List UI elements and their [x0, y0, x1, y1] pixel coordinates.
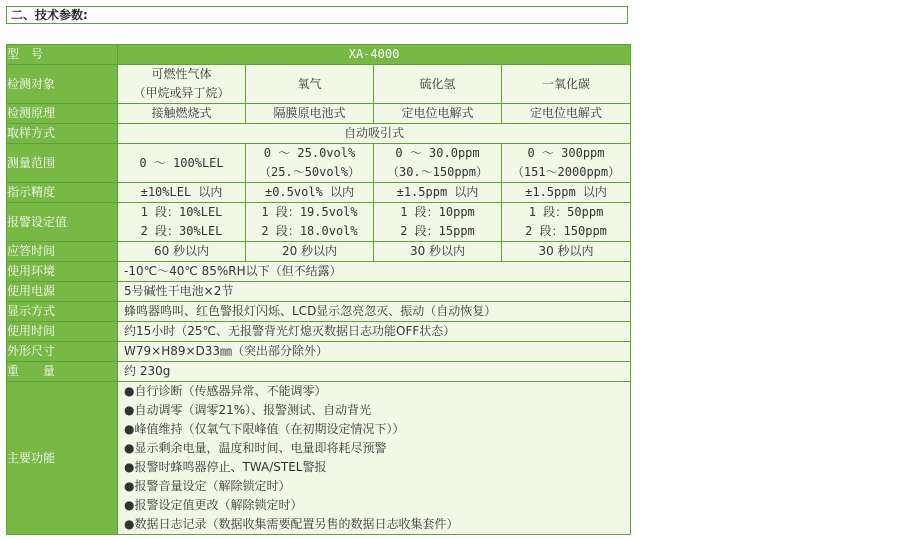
target-name: 一氧化碳 — [542, 76, 591, 91]
row-sampling — [7, 124, 631, 144]
target-name: 氧气 — [297, 76, 322, 91]
row-power — [7, 282, 631, 302]
range-cell — [374, 144, 502, 183]
principle-cell: 接触燃烧式 — [118, 104, 246, 124]
alarm-cell — [502, 203, 631, 242]
alarm-stage-1: 1 段：10ppm — [400, 205, 475, 219]
range-main: 0 ～ 30.0ppm — [395, 146, 480, 160]
accuracy-cell: ±10%LEL 以内 — [118, 183, 246, 203]
alarm-stage-2: 2 段：18.0vol% — [261, 224, 358, 238]
feature-item: ●数据日志记录（数据收集需要配置另售的数据日志收集套件） — [124, 517, 459, 531]
row-response — [7, 242, 631, 262]
principle-cell: 定电位电解式 — [502, 104, 631, 124]
alarm-cell — [374, 203, 502, 242]
response-cell: 30 秒以内 — [502, 242, 631, 262]
range-main: 0 ～ 100%LEL — [139, 155, 224, 170]
target-cell — [118, 65, 246, 104]
alarm-stage-1: 1 段：19.5vol% — [261, 205, 358, 219]
power-value: 5号碱性干电池×2节 — [118, 282, 631, 302]
range-main: 0 ～ 300ppm — [527, 146, 605, 160]
spec-table — [6, 44, 631, 535]
alarm-cell — [246, 203, 374, 242]
response-cell: 20 秒以内 — [246, 242, 374, 262]
principle-cell: 定电位电解式 — [374, 104, 502, 124]
sampling-value: 自动吸引式 — [118, 124, 631, 144]
row-model — [7, 45, 631, 65]
row-weight — [7, 362, 631, 382]
target-note: （甲烷或异丁烷） — [133, 86, 230, 100]
feature-item: ●峰值维持（仅氧气下限峰值（在初期设定情况下）） — [124, 422, 405, 436]
label-principle: 检测原理 — [7, 104, 118, 124]
range-extended: （30.～150ppm） — [386, 165, 489, 179]
accuracy-cell: ±1.5ppm 以内 — [502, 183, 631, 203]
alarm-cell — [118, 203, 246, 242]
feature-item: ●报警音量设定（解除锁定时） — [124, 479, 291, 493]
row-environment — [7, 262, 631, 282]
label-sampling: 取样方式 — [7, 124, 118, 144]
label-power: 使用电源 — [7, 282, 118, 302]
response-cell: 30 秒以内 — [374, 242, 502, 262]
label-alarm: 报警设定值 — [7, 203, 118, 242]
row-range — [7, 144, 631, 183]
label-dimensions: 外形尺寸 — [7, 342, 118, 362]
label-features: 主要功能 — [7, 382, 118, 535]
alarm-stage-1: 1 段：10%LEL — [140, 205, 223, 219]
range-main: 0 ～ 25.0vol% — [263, 146, 356, 160]
usage-time-value: 约15小时（25℃、无报警背光灯熄灭数据日志功能OFF状态） — [118, 322, 631, 342]
label-accuracy: 指示精度 — [7, 183, 118, 203]
row-accuracy — [7, 183, 631, 203]
target-cell — [374, 65, 502, 104]
principle-cell: 隔膜原电池式 — [246, 104, 374, 124]
range-cell — [502, 144, 631, 183]
section-title: 二、技术参数: — [6, 6, 628, 24]
target-name: 硫化氢 — [419, 76, 456, 91]
row-features — [7, 382, 631, 535]
label-range: 测量范围 — [7, 144, 118, 183]
label-usage-time: 使用时间 — [7, 322, 118, 342]
feature-item: ●自动调零（调零21%）、报警测试、自动背光 — [124, 403, 372, 417]
target-cell — [246, 65, 374, 104]
alarm-stage-2: 2 段：30%LEL — [140, 224, 223, 238]
feature-item: ●报警时蜂鸣器停止、TWA/STEL警报 — [124, 460, 327, 474]
environment-value: -10℃～40℃ 85%RH以下（但不结露） — [118, 262, 631, 282]
model-value: XA-4000 — [118, 45, 631, 65]
label-display: 显示方式 — [7, 302, 118, 322]
range-extended: （25.～50vol%） — [258, 165, 361, 179]
feature-item: ●显示剩余电量，温度和时间、电量即将耗尽预警 — [124, 441, 387, 455]
target-name: 可燃性气体 — [151, 67, 212, 81]
accuracy-cell: ±0.5vol% 以内 — [246, 183, 374, 203]
row-targets — [7, 65, 631, 104]
row-alarm — [7, 203, 631, 242]
alarm-stage-1: 1 段：50ppm — [528, 205, 604, 219]
range-extended: （151～2000ppm） — [511, 165, 621, 179]
label-weight: 重 量 — [7, 362, 118, 382]
display-value: 蜂鸣器鸣叫、红色警报灯闪烁、LCD显示忽亮忽灭、振动（自动恢复） — [118, 302, 631, 322]
range-cell — [246, 144, 374, 183]
row-dimensions — [7, 342, 631, 362]
label-targets: 检测对象 — [7, 65, 118, 104]
label-environment: 使用环境 — [7, 262, 118, 282]
label-model: 型 号 — [7, 45, 118, 65]
features-list — [118, 382, 631, 535]
dimensions-value: W79×H89×D33㎜（突出部分除外） — [118, 342, 631, 362]
weight-value: 约 230g — [118, 362, 631, 382]
feature-item: ●自行诊断（传感器异常、不能调零） — [124, 384, 327, 398]
row-usage-time — [7, 322, 631, 342]
row-principle — [7, 104, 631, 124]
row-display — [7, 302, 631, 322]
response-cell: 60 秒以内 — [118, 242, 246, 262]
range-cell — [118, 144, 246, 183]
target-cell — [502, 65, 631, 104]
accuracy-cell: ±1.5ppm 以内 — [374, 183, 502, 203]
feature-item: ●报警设定值更改（解除锁定时） — [124, 498, 303, 512]
alarm-stage-2: 2 段：150ppm — [525, 224, 607, 238]
alarm-stage-2: 2 段：15ppm — [400, 224, 475, 238]
label-response: 应答时间 — [7, 242, 118, 262]
